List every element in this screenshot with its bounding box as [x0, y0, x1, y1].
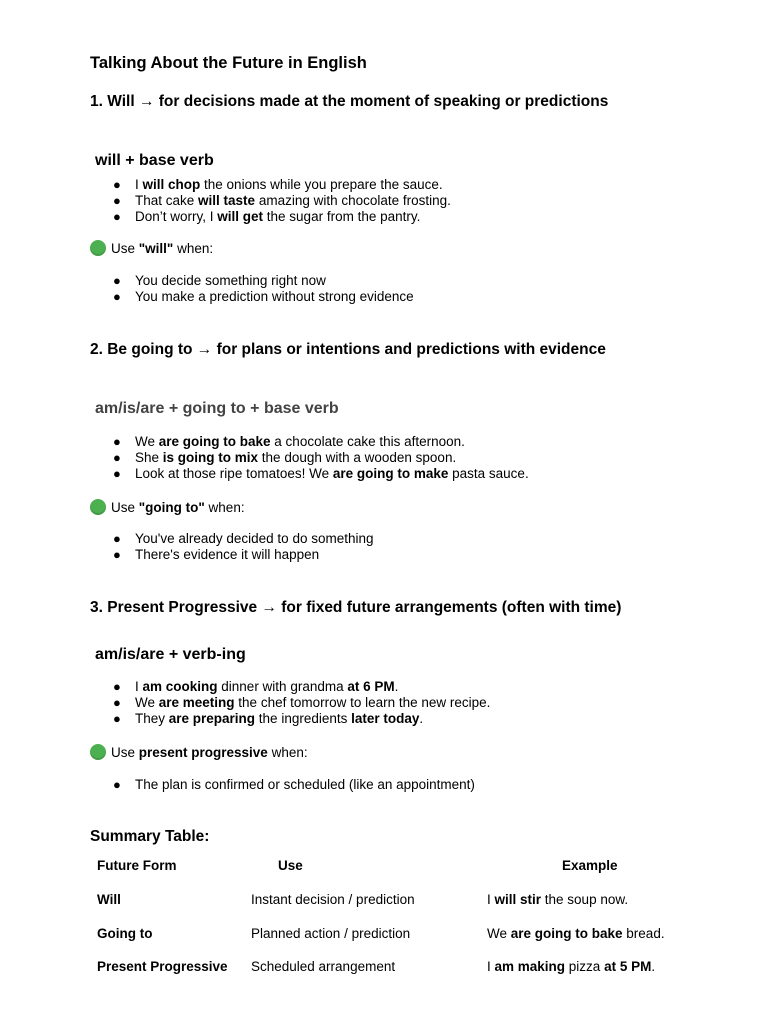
examples-going-to — [90, 434, 529, 482]
list-item: ● I am cooking dinner with grandma at 6 PM. — [113, 679, 399, 694]
use-note-will: Use "will" when: — [90, 240, 213, 256]
list-item: ● We are meeting the chef tomorrow to learn the new recipe. — [113, 695, 491, 710]
green-circle-icon — [90, 499, 106, 515]
summary-title: Summary Table: — [90, 828, 210, 845]
table-cell-example: I will stir the soup now. — [487, 892, 629, 907]
table-cell-form: Present Progressive — [97, 959, 228, 974]
use-points-going-to — [90, 531, 374, 563]
bullet-icon: ● — [113, 466, 121, 481]
examples-will — [90, 177, 451, 225]
list-item: ● That cake will taste amazing with chocolate frosting. — [113, 193, 451, 208]
formula-present-progressive: am/is/are + verb-ing — [95, 646, 246, 663]
list-item: ● There's evidence it will happen — [113, 547, 320, 562]
bullet-icon: ● — [113, 209, 121, 224]
list-item: ● Don’t worry, I will get the sugar from the pantry. — [113, 209, 421, 224]
list-item: ● You make a prediction without strong evidence — [113, 289, 414, 304]
list-item: ● You decide something right now — [113, 273, 326, 288]
list-item: ● We are going to bake a chocolate cake this afternoon. — [113, 434, 465, 449]
bullet-icon: ● — [113, 547, 121, 562]
table-cell-use: Instant decision / prediction — [251, 892, 415, 907]
formula-will: will + base verb — [95, 152, 214, 169]
bullet-icon: ● — [113, 193, 121, 208]
table-cell-form: Going to — [97, 926, 153, 941]
green-circle-icon — [90, 744, 106, 760]
section-heading-going-to: 2. Be going to → for plans or intentions and predictions with evidence — [90, 341, 606, 358]
page-title: Talking About the Future in English — [90, 54, 367, 72]
bullet-icon: ● — [113, 289, 121, 304]
table-header-form: Future Form — [97, 858, 177, 873]
bullet-icon: ● — [113, 273, 121, 288]
list-item: ● They are preparing the ingredients later today. — [113, 711, 424, 726]
bullet-icon: ● — [113, 450, 121, 465]
table-cell-form: Will — [97, 892, 121, 907]
green-circle-icon — [90, 240, 106, 256]
section-heading-present-progressive: 3. Present Progressive → for fixed future arrangements (often with time) — [90, 599, 622, 616]
list-item: ● Look at those ripe tomatoes! We are going to make pasta sauce. — [113, 466, 529, 481]
bullet-icon: ● — [113, 695, 121, 710]
use-note-going-to: Use "going to" when: — [90, 499, 245, 515]
list-item: ● The plan is confirmed or scheduled (like an appointment) — [113, 777, 475, 792]
bullet-icon: ● — [113, 711, 121, 726]
examples-present-progressive — [90, 679, 490, 727]
table-header-use: Use — [278, 858, 303, 873]
bullet-icon: ● — [113, 531, 121, 546]
list-item: ● I will chop the onions while you prepare the sauce. — [113, 177, 443, 192]
table-cell-use: Planned action / prediction — [251, 926, 411, 941]
use-note-present-progressive: Use present progressive when: — [90, 744, 308, 760]
section-heading-will: 1. Will → for decisions made at the moment of speaking or predictions — [90, 93, 609, 110]
table-cell-example: I am making pizza at 5 PM. — [487, 959, 656, 974]
bullet-icon: ● — [113, 679, 121, 694]
table-cell-example: We are going to bake bread. — [487, 926, 665, 941]
use-points-will — [90, 273, 414, 305]
bullet-icon: ● — [113, 777, 121, 792]
table-cell-use: Scheduled arrangement — [251, 959, 396, 974]
use-points-present-progressive — [90, 777, 475, 793]
bullet-icon: ● — [113, 177, 121, 192]
bullet-icon: ● — [113, 434, 121, 449]
formula-going-to: am/is/are + going to + base verb — [95, 400, 339, 417]
table-header-example: Example — [562, 858, 618, 873]
list-item: ● She is going to mix the dough with a wooden spoon. — [113, 450, 457, 465]
list-item: ● You've already decided to do something — [113, 531, 374, 546]
